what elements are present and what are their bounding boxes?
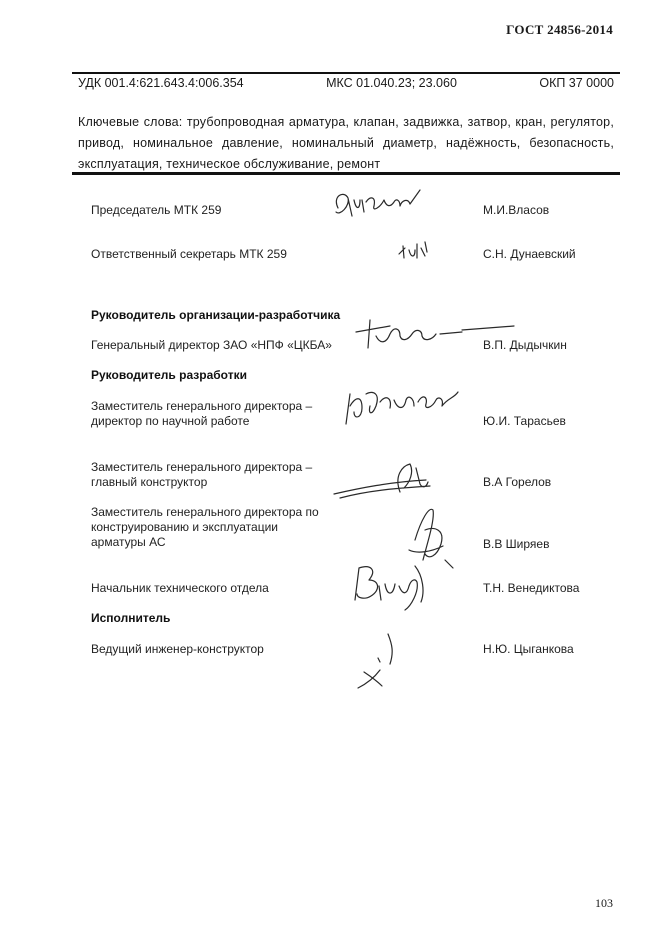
tech-head-position: Начальник технического отдела [91,581,269,595]
bottom-rule [72,172,620,175]
org-developer-heading: Руководитель организации-разработчика [91,308,341,322]
top-rule [72,72,620,74]
deputy-science-position: Заместитель генерального директора – директор по научной работе [91,399,313,428]
mks-code: МКС 01.040.23; 23.060 [326,76,457,90]
chairman-name: М.И.Власов [483,203,550,217]
development-lead-heading: Руководитель разработки [91,368,247,382]
okp-code: ОКП 37 0000 [539,76,614,90]
chairman-position: Председатель МТК 259 [91,203,222,217]
secretary-name: С.Н. Дунаевский [483,247,576,261]
signature-tech-head [345,556,435,614]
deputy-science-name: Ю.И. Тарасьев [483,414,566,428]
standard-designation: ГОСТ 24856-2014 [506,22,613,37]
page-number: 103 [595,896,613,910]
lead-engineer-position: Ведущий инженер-конструктор [91,642,264,656]
secretary-position: Ответственный секретарь МТК 259 [91,247,287,261]
deputy-chief-name: В.А Горелов [483,475,552,489]
general-director-name: В.П. Дыдычкин [483,338,567,352]
udk-code: УДК 001.4:621.643.4:006.354 [78,76,244,90]
deputy-design-name: В.В Ширяев [483,537,550,551]
lead-engineer-name: Н.Ю. Цыганкова [483,642,574,656]
general-director-position: Генеральный директор ЗАО «НПФ «ЦКБА» [91,338,332,352]
classification-codes [78,76,614,90]
signature-lead-engineer [350,628,410,694]
executor-heading: Исполнитель [91,611,171,625]
deputy-design-position: Заместитель генерального директора по конструированию и эксплуатации арматуры АС [91,505,319,549]
signature-secretary [395,238,435,264]
tech-head-name: Т.Н. Венедиктова [483,581,580,595]
keywords-paragraph: Ключевые слова: трубопроводная арматура, клапан, задвижка, затвор, кран, регулятор, привод, номинальное давление, номинальный диаметр, надёжность, безопасность, эксплуатация, техническое обслуживание, ремонт [78,115,614,171]
signature-deputy-chief [330,458,440,506]
signature-chairman [330,186,430,224]
deputy-chief-position: Заместитель генерального директора – главный конструктор [91,460,313,489]
signature-deputy-science [340,384,470,434]
